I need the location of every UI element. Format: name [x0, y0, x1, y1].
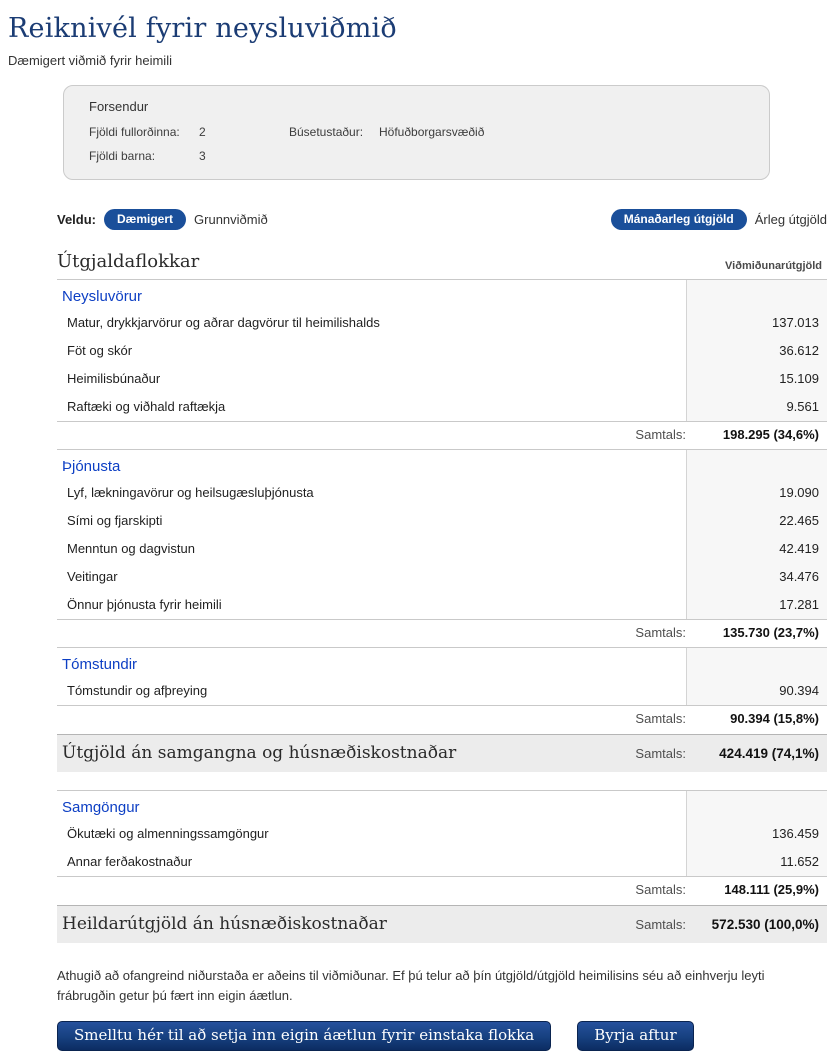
group-total-value: 198.295 (34,6%) [722, 427, 819, 442]
restart-button[interactable]: Byrja aftur [577, 1021, 693, 1051]
assumptions-box [63, 85, 770, 180]
expense-row [57, 591, 827, 619]
expense-row [57, 848, 827, 876]
table-header [57, 251, 827, 279]
group-total-value: 135.730 (23,7%) [722, 625, 819, 640]
subtotal-band-heading: Útgjöld án samgangna og húsnæðiskostnaðar [62, 743, 457, 763]
expense-item-label: Önnur þjónusta fyrir heimili [67, 597, 222, 612]
expense-row [57, 677, 827, 705]
assumptions-grid [89, 125, 749, 163]
expense-item-label: Annar ferðakostnaður [67, 854, 193, 869]
adults-label: Fjöldi fullorðinna: [89, 125, 180, 139]
expense-item-label: Menntun og dagvistun [67, 541, 195, 556]
samtals-label: Samtals: [635, 916, 686, 932]
page-header [8, 13, 826, 68]
subtotal-band [57, 734, 827, 772]
expense-group-tomstundir [57, 647, 827, 705]
children-value: 3 [199, 149, 206, 163]
residence-label: Búsetustaður: [289, 125, 364, 139]
samtals-label: Samtals: [635, 711, 686, 726]
residence-value: Höfuðborgarsvæðið [379, 125, 485, 139]
group-heading-tomstundir[interactable]: Tómstundir [62, 656, 138, 673]
children-label: Fjöldi barna: [89, 149, 156, 163]
grand-total-band-heading: Heildarútgjöld án húsnæðiskostnaðar [62, 914, 387, 934]
expense-row [57, 479, 827, 507]
subtotal-band-value: 424.419 (74,1%) [719, 745, 819, 761]
expense-group-neysluvorur [57, 279, 827, 421]
group-total-row [57, 421, 827, 449]
expense-row [57, 393, 827, 421]
expense-row [57, 365, 827, 393]
expense-item-value: 15.109 [686, 365, 827, 393]
expense-item-value: 11.652 [686, 848, 827, 876]
column-title-reference-expenses: Viðmiðunarútgjöld [725, 260, 822, 272]
group-heading-thjonusta[interactable]: Þjónusta [62, 458, 121, 475]
adults-value: 2 [199, 125, 206, 139]
expense-item-label: Raftæki og viðhald raftækja [67, 399, 226, 414]
disclaimer-note: Athugið að ofangreind niðurstaða er aðeins til viðmiðunar. Ef þú telur að þín útgjöld/útgjöld heimilisins séu að einhverju leyti frábrugðin getur þú fært inn eigin áætlun. [57, 968, 765, 1004]
group-total-value: 148.111 (25,9%) [724, 882, 819, 897]
samtals-label: Samtals: [635, 625, 686, 640]
expense-row [57, 507, 827, 535]
expense-item-value: 34.476 [686, 563, 827, 591]
samtals-label: Samtals: [635, 427, 686, 442]
expense-item-label: Föt og skór [67, 343, 133, 358]
expense-row [57, 535, 827, 563]
samtals-label: Samtals: [635, 745, 686, 761]
page-title: Reiknivél fyrir neysluviðmið [8, 13, 397, 44]
expense-item-value: 137.013 [686, 309, 827, 337]
group-total-value: 90.394 (15,8%) [730, 711, 819, 726]
expense-group-samgongur [57, 790, 827, 876]
group-total-row [57, 705, 827, 733]
expense-item-label: Tómstundir og afþreying [67, 683, 208, 698]
expense-item-value: 136.459 [686, 820, 827, 848]
expense-row [57, 563, 827, 591]
value-column-filler [686, 648, 827, 677]
grand-total-band-value: 572.530 (100,0%) [711, 916, 819, 932]
grand-total-band [57, 905, 827, 943]
expense-item-label: Sími og fjarskipti [67, 513, 163, 528]
expense-item-label: Veitingar [67, 569, 118, 584]
column-title-categories: Útgjaldaflokkar [57, 251, 200, 272]
choose-label: Veldu: [57, 212, 97, 227]
assumptions-heading: Forsendur [89, 99, 149, 114]
expense-row [57, 309, 827, 337]
expense-item-value: 90.394 [686, 677, 827, 705]
value-column-filler [686, 791, 827, 820]
group-heading-samgongur[interactable]: Samgöngur [62, 799, 140, 816]
period-selected-pill[interactable]: Mánaðarleg útgjöld [611, 209, 747, 230]
expense-item-value: 19.090 [686, 479, 827, 507]
period-option-arleg[interactable]: Árleg útgjöld [754, 212, 827, 227]
expense-item-label: Lyf, lækningavörur og heilsugæsluþjónusta [67, 485, 314, 500]
profile-option-grunnvidmid[interactable]: Grunnviðmið [194, 212, 268, 227]
expense-group-thjonusta [57, 449, 827, 619]
expense-item-label: Matur, drykkjarvörur og aðrar dagvörur til heimilishalds [67, 315, 380, 330]
group-total-row [57, 619, 827, 647]
profile-selected-pill[interactable]: Dæmigert [104, 209, 186, 230]
main-content [57, 209, 827, 1051]
group-total-row [57, 876, 827, 904]
expense-item-value: 17.281 [686, 591, 827, 619]
expense-item-value: 9.561 [686, 393, 827, 421]
value-column-filler [686, 280, 827, 309]
expense-row [57, 820, 827, 848]
expense-item-value: 22.465 [686, 507, 827, 535]
toggle-row [57, 209, 827, 230]
custom-plan-button[interactable]: Smelltu hér til að setja inn eigin áætlun fyrir einstaka flokka [57, 1021, 551, 1051]
expense-item-value: 36.612 [686, 337, 827, 365]
expense-row [57, 337, 827, 365]
expense-item-value: 42.419 [686, 535, 827, 563]
samtals-label: Samtals: [635, 882, 686, 897]
page-subtitle: Dæmigert viðmið fyrir heimili [8, 53, 172, 68]
group-heading-neysluvorur[interactable]: Neysluvörur [62, 288, 143, 305]
value-column-filler [686, 450, 827, 479]
footer-buttons [57, 1021, 827, 1051]
expense-item-label: Heimilisbúnaður [67, 371, 161, 386]
expense-item-label: Ökutæki og almenningssamgöngur [67, 826, 269, 841]
